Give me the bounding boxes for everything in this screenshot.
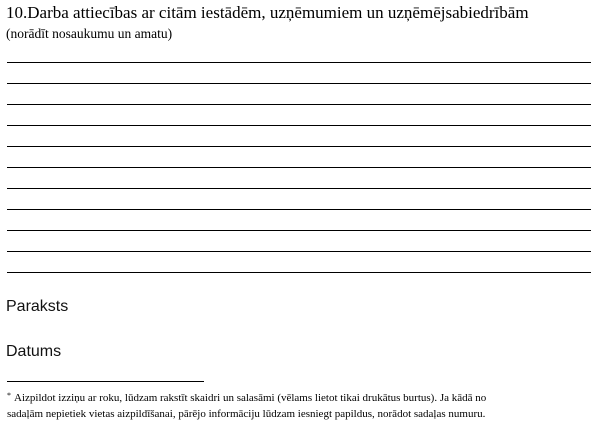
signature-label: Paraksts — [6, 298, 69, 315]
answer-line[interactable] — [7, 146, 591, 147]
answer-line[interactable] — [7, 83, 591, 84]
footnote-divider — [7, 381, 204, 382]
answer-line[interactable] — [7, 251, 591, 252]
answer-line[interactable] — [7, 167, 591, 168]
footnote-line-1 — [7, 388, 597, 406]
answer-line[interactable] — [7, 209, 591, 210]
footnote-line-2: sadaļām nepietiek vietas aizpildīšanai, pārējo informāciju lūdzam iesniegt papildus, norādot sadaļas numuru. — [7, 408, 486, 420]
answer-line[interactable] — [7, 104, 591, 105]
answer-line[interactable] — [7, 272, 591, 273]
section-subheading: (norādīt nosaukumu un amatu) — [6, 26, 173, 41]
answer-line[interactable] — [7, 188, 591, 189]
section-heading: 10.Darba attiecības ar citām iestādēm, uzņēmumiem un uzņēmējsabiedrībām — [6, 3, 529, 22]
answer-line[interactable] — [7, 230, 591, 231]
date-label: Datums — [6, 343, 62, 360]
footnote — [7, 388, 597, 422]
footnote-text-1: Aizpildot izziņu ar roku, lūdzam rakstīt skaidri un salasāmi (vēlams lietot tikai drukātus burtus). Ja kādā no — [14, 392, 487, 404]
answer-line[interactable] — [7, 62, 591, 63]
footnote-marker: * — [7, 391, 11, 400]
answer-line[interactable] — [7, 125, 591, 126]
